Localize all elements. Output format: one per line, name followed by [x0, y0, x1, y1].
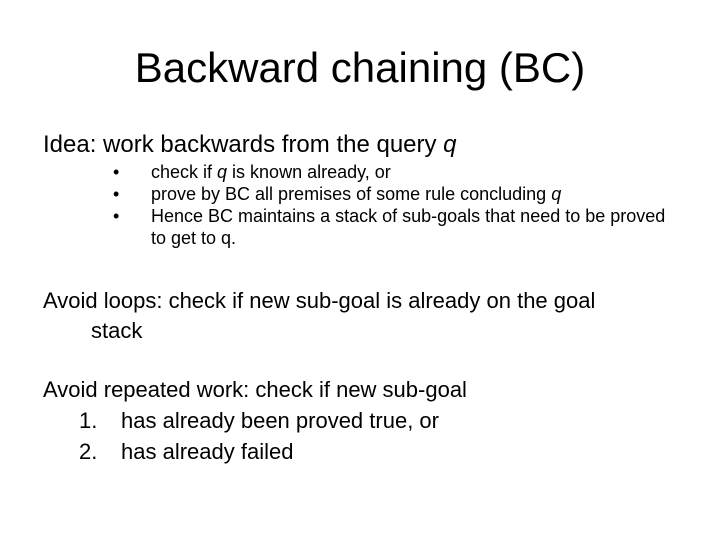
- item-number: 2.: [79, 439, 98, 464]
- numbered-item: [43, 405, 683, 436]
- bullet-text: check if: [151, 162, 218, 182]
- avoid-loops-paragraph: [43, 286, 683, 346]
- bullet-dot-icon: •: [113, 206, 120, 226]
- bullet-text: prove by BC all premises of some rule concluding: [151, 184, 552, 204]
- bullet-item: [113, 161, 673, 183]
- numbered-list: [43, 405, 683, 467]
- bullet-italic: q: [551, 184, 562, 204]
- bullet-italic: q: [217, 162, 228, 182]
- bullet-text: Hence BC maintains a stack of sub-goals that need to be proved to get to q.: [151, 206, 666, 248]
- slide-title: Backward chaining (BC): [134, 44, 586, 91]
- item-text: has already failed: [121, 439, 294, 464]
- idea-bullet-list: [113, 161, 673, 249]
- avoid-repeated-work-heading: Avoid repeated work: check if new sub-goal: [43, 377, 467, 402]
- bullet-dot-icon: •: [113, 184, 120, 204]
- bullet-item: [113, 205, 673, 249]
- idea-text: Idea: work backwards from the query: [43, 131, 444, 158]
- item-text: has already been proved true, or: [121, 408, 439, 433]
- avoid-loops-line: Avoid loops: check if new sub-goal is already on the goal: [43, 288, 596, 313]
- avoid-repeated-work-paragraph: [43, 374, 683, 467]
- item-number: 1.: [79, 408, 98, 433]
- numbered-item: [43, 436, 683, 467]
- bullet-text-tail: is known already, or: [227, 162, 391, 182]
- avoid-loops-continuation: stack: [91, 318, 143, 343]
- idea-line: [43, 129, 457, 161]
- bullet-dot-icon: •: [113, 162, 120, 182]
- bullet-item: [113, 183, 673, 205]
- idea-query: q: [443, 131, 457, 158]
